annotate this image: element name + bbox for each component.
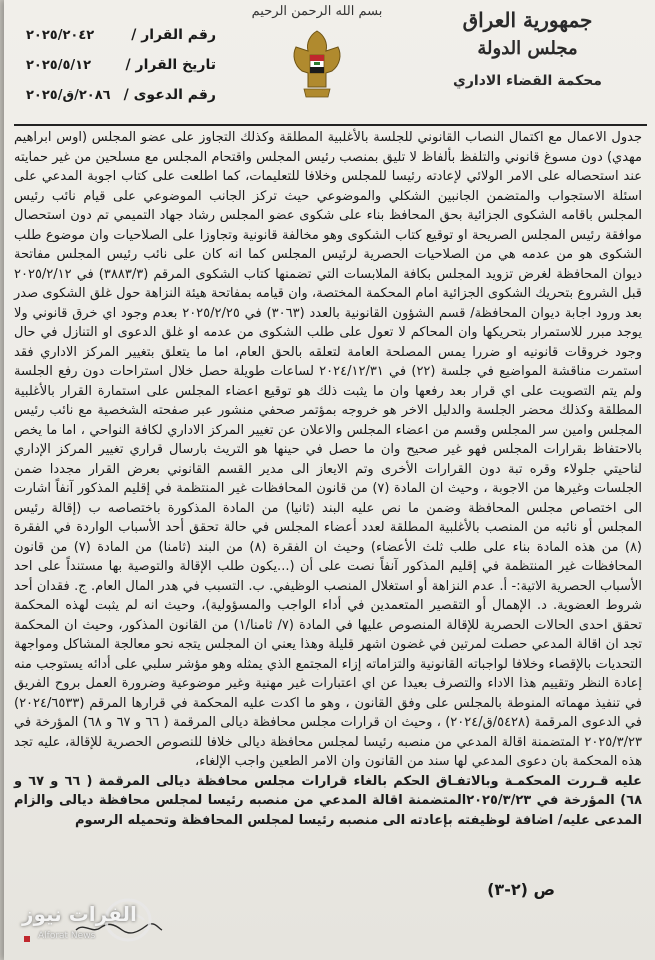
decision-number-value: ٢٠٢٥/٢٠٤٢ [26,27,95,43]
watermark-text: الفرات نيوز [22,902,137,926]
decision-number-row [26,20,216,50]
case-number-label: رقم الدعوى / [123,87,216,103]
court-name: محكمة القضاء الاداري [453,73,602,89]
judgment-decision: عليه قـررت المحكمـة وبالاتفـاق الحكم بالغاء قرارات مجلس محافظة ديالى المرقمة ( ٦٦ و ٦٧ و ٦٨) المؤرخة في ٢٠٢٥/٣/٢٣المتضمنة اقالة المدعي من منصبه رئيسا لمجلس محافظة ديالى والزام المدعى عليه/ اضافة لوظيفته بإعادته الى منصبه رئيسا لمجلس المحافظة وتحميله الرسوم [14,773,643,828]
page-number: ص (٢-٣) [487,880,555,899]
decision-date-value: ٢٠٢٥/٥/١٢ [26,57,92,73]
watermark-subtext: Alforat News [38,931,96,941]
basmala: بسم الله الرحمن الرحيم [251,4,383,19]
country-name: جمهورية العراق [462,8,593,32]
decision-number-label: رقم القرار / [131,27,216,43]
emblem-block [232,4,402,103]
header-divider [14,124,647,126]
decision-date-row [26,50,216,80]
document-page [4,0,655,960]
judgment-paragraph: جدول الاعمال مع اكتمال النصاب القانوني للجلسة بالأغلبية المطلقة وكذلك التجاوز على عضو المجلس (اوس ابراهيم مهدي) دون مسوغ قانوني والتلفظ بألفاظ لا تليق بمنصب رئيس المجلس واقتحام المجلس مع مسلحين من غير حمايته عند استحصاله على الامر الولائي لإعادته رئيسا للمجلس وخلافا للتعليمات، كما اطلعت على كتاب اجوبة المدعي على اسئلة الاستجواب والمتضمن الجانبين الشكلي والموضوعي حيث تركز الجانب الموضوعي على قيام نائب رئيس المجلس باقامه الشكوى الجزائية بحق المحافظ بناء على شكوى عضو المجلس رشاد جهاد التميمي تم دون استحصال موافقة رئيس المجلس الصريحة او توقيع كتاب الشكوى وهو مخالفة قانونية وتجاوزا على الصلاحيات وان موضوع طلب الشكوى هو من عدمه هي من الصلاحيات الحصرية لرئيس المجلس كما انه كان على نائب رئيس المجلس مفاتحة ديوان المحافظة لغرض تزويد المجلس بكافة الملابسات التي تضمنها كتاب الشكوى المرقم (٣٨٨٣/٣) في ٢٠٢٥/٢/١٢ قبل الشروع بتحريك الشكوى الجزائية امام المحكمة المختصة، وان قيامه بمفاتحة هيئة النزاهة حول غلق الشكوى صدر بعد ورود اجابة ديوان المحافظة/ قسم الشؤون القانونية بالعدد (٣٠٦٣) في ٢٠٢٥/٢/٢٥ بعدم وجود اي خرق قانوني ولا يوجد مبرر للاستمرار بتحريكها وان المحاكم لا تعول على طلب الشكوى من عدمه او غلق الدعوى او التنازل في حال وجود خروقات قانونيه او ضررا يمس المصلحة العامة لتعلقه بالحق العام، اما ما يتعلق بتغيير المركز الاداري فقد استمرت مناقشة المواضيع في جلسة (٢٢) في ٢٠٢٤/١٢/٣١ لساعات طويلة حصل خلال استراحات دون رفع الجلسة ولم يتم التصويت على اي قرار بعد رفعها وان ما يثبت ذلك هو توقيع اعضاء المجلس على استمارة القرار بالأغلبية المطلقة وكذلك محضر الجلسة والدليل الاخر هو خروجه بمؤتمر صحفي منشور عبر صفحته الشخصية مع نائب رئيس المجلس وامين سر المجلس وقسم من اعضاء المجلس والاعلان عن تغيير المركز الاداري لكافة النواحي ، اما ما يخص بالاحتفاظ بقرارات المجلس فهو غير صحيح وان ما حصل في حينها هو التريث بارسال قراري تغيير المركز الإداري لناحيتي جلولاء وقره تبة دون القرارات الأخرى وتم الايعاز الى مدير القسم القانوني بعرض القرار مجددا ضمن الجلسات وغيرها من الاجوبة ، وحيث ان المادة (٧) من قانون المحافظات غير المنتظمة في إقليم المذكور آنفاً اشارت الى اختصاص مجلس المحافظة وضمن ما نص عليه البند (ثانيا) من المادة المذكورة باختصاصه ب (إقالة رئيس المجلس أو نائبه من المنصب بالأغلبية المطلقة لعدد أعضاء المجلس في حالة تحقق أحد الأسباب الواردة في الفقرة (٨) من هذه المادة بناء على طلب ثلث الأعضاء) وحيث ان الفقرة (٨) من البند (ثامنا) من المادة (٧) من قانون المحافظات غير المنتظمة في إقليم المذكور آنفاً نصت على أن (...يكون طلب الإقالة والتوصية بها مستنداً على احد الأسباب الحصرية الاتية:- أ. عدم النزاهة أو استغلال المنصب الوظيفي. ب. التسبب في هدر المال العام. ج. فقدان أحد شروط العضوية. د. الإهمال أو التقصير المتعمدين في أداء الواجب والمسؤولية)، وحيث انه لم يثبت لهذه المحكمة تحقق احدى الحالات الحصرية للإقالة المنصوص عليها في المادة (٧/ ثامنا/١) من القانون المذكور، وحيث ان المحكمة تجد ان اقالة المدعي حصلت لمرتين في غضون اشهر قليلة وهذا يعني ان المجلس يتجه نحو معالجة المشاكل ومواجهة التحديات بالإقصاء وخلافا لواجباته القانونية والتزاماته إزاء المجتمع الذي يمثله وهو مؤشر سلبي على أدائه يستوجب منه إعادة النظر وتقييم هذا الاداء والتصرف بعيدا عن اي اعتبارات غير مهنية وغير موضوعية وضرورة العمل بروح الفريق في تنفيذ مهماته المنوطة بالمجلس على وفق القانون ، وهو ما اكدت عليه المحكمة في قرارها المرقم (٢٠٢٤/٦٥٣٣) في الدعوى المرقمة (٥٤٢٨/ق/٢٠٢٤) ، وحيث ان قرارات مجلس محافظة ديالى المرقمة ( ٦٦ و ٦٧ و ٦٨) المؤرخة في ٢٠٢٥/٣/٢٣ المتضمنة اقالة المدعي من منصبه رئيسا لمجلس محافظة ديالى خلافا للنصوص الحصرية للإقالة، عليه تجد هذه المحكمة بان دعوى المدعي لها سند من القانون وان الامر الطعين واجب الإلغاء، [14,130,643,769]
decision-info-block [26,20,216,110]
case-number-row [26,80,216,110]
iraq-eagle-emblem-icon [286,25,348,103]
decision-date-label: تاريخ القرار / [125,57,216,73]
judgment-body [14,128,642,908]
letterhead [4,0,655,125]
case-number-value: ٢٠٨٦/ق/٢٠٢٥ [26,87,111,103]
council-name: مجلس الدولة [477,38,578,59]
institution-block [450,8,605,89]
